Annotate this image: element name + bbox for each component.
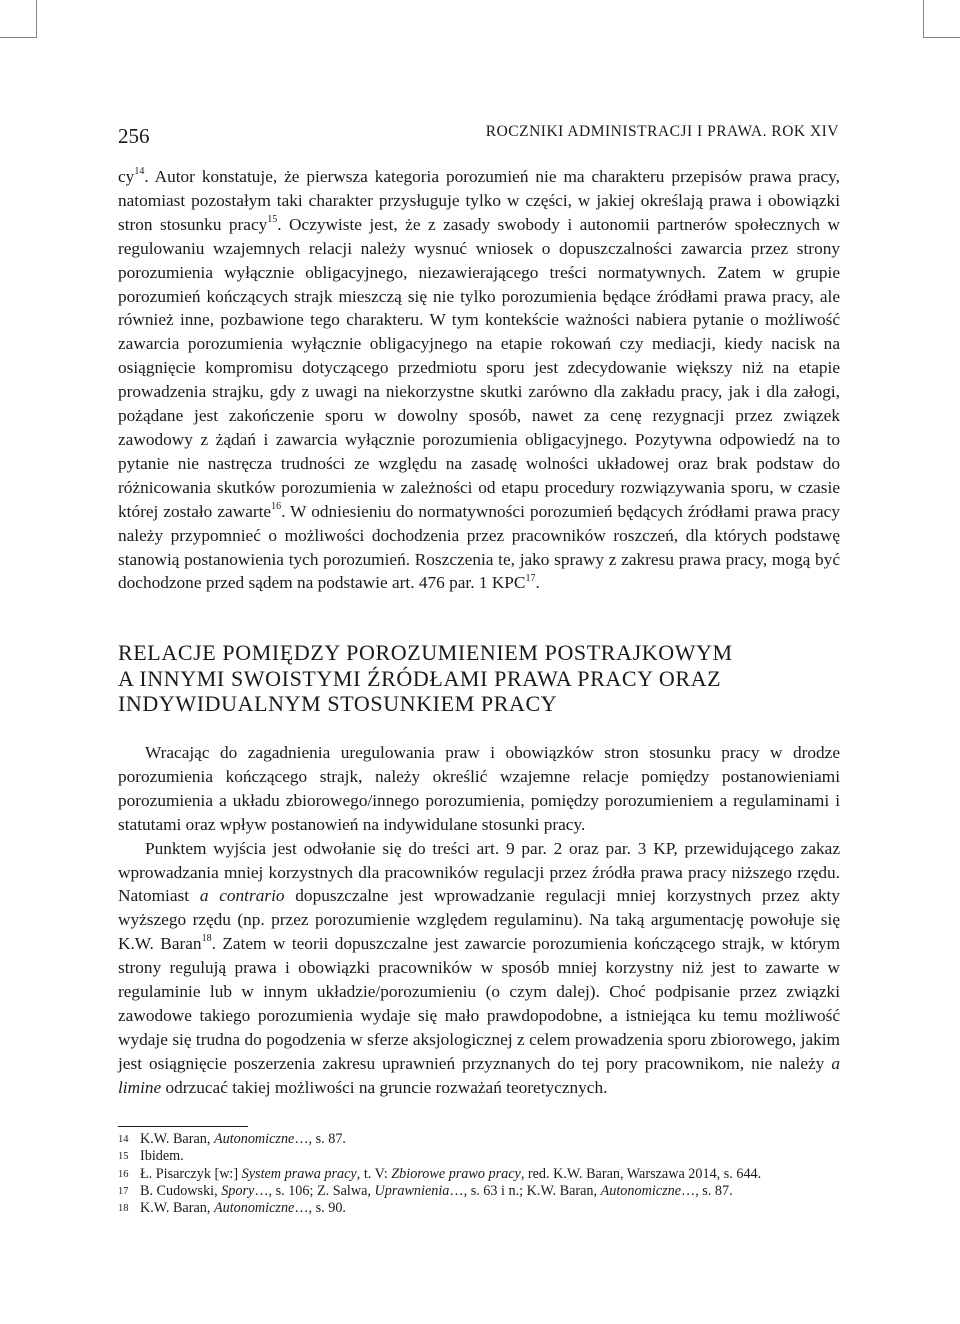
footnote-17: 17 B. Cudowski, Spory…, s. 106; Z. Salwa, Uprawnienia…, s. 63 i n.; K.W. Baran, Autonomiczne…, s. 87. — [118, 1182, 733, 1199]
footnote-number: 17 — [118, 1185, 129, 1197]
section-heading-line-2: A INNYMI SWOISTYMI ŹRÓDŁAMI PRAWA PRACY ORAZ — [118, 665, 722, 691]
footnote-14: 14 K.W. Baran, Autonomiczne…, s. 87. — [118, 1131, 346, 1147]
footnote-18: 18 K.W. Baran, Autonomiczne…, s. 90. — [118, 1200, 346, 1217]
paragraph-2: Punktem wyjścia jest odwołanie się do treści art. 9 par. 2 oraz par. 3 KP, przewidującego zakaz wprowadzania mniej korzystnych dla pracowników regulacji przez źródła prawa pracy niższego rzędu. Natomiast a contrario dopuszczalne jest wprowadzanie regulacji mniej korzystnych przez akty wyższego rzędu (np. przez porozumienie względem regulaminu). Na taką argumentację powołuje się K.W. Baran$^{18}$. Zatem w teorii dopuszczalne jest zawarcie porozumienia kończącego strajk, w którym strony regulują prawa i obowiązki pracowników w sposób mniej korzystny niż jest to zawarte w regulaminie lub w innym układzie/porozumieniu (o czym dalej). Choć podpisanie przez związki zawodowe takiego porozumienia wydaje się mało prawdopodobne, a istniejąca ku temu możliwość wydaje się trudna do pogodzenia w sferze aksjologicznej z celem prowadzenia sporu zbiorowego, jakim jest osiągnięcie poszerzenia zakresu uprawnień przyznanych do tej pory pracownikom, nie należy a limine odrzucać takiej możliwości na gruncie rozważań teoretycznych. — [118, 838, 840, 1097]
crop-mark-top-left-vertical — [36, 0, 37, 38]
running-head: ROCZNIKI ADMINISTRACJI I PRAWA. ROK XIV — [485, 123, 839, 140]
footnote-number: 14 — [118, 1134, 129, 1145]
latin-phrase: a limine — [118, 1053, 840, 1097]
footnote-ref-16[interactable]: 16 — [271, 500, 282, 512]
footnote-number: 15 — [118, 1151, 129, 1163]
footnote-16: 16 Ł. Pisarczyk [w:] System prawa pracy, t. V: Zbiorowe prawo pracy, red. K.W. Baran, Warszawa 2014, s. 644. — [118, 1165, 762, 1182]
footnote-ref-18[interactable]: 18 — [201, 933, 212, 945]
body-text-section — [118, 741, 840, 1100]
footnote-separator — [118, 1126, 248, 1127]
section-heading-line-1: RELACJE POMIĘDZY POROZUMIENIEM POSTRAJKOWYM — [118, 640, 733, 665]
section-heading-line-3: INDYWIDUALNYM STOSUNKIEM PRACY — [118, 691, 558, 716]
footnote-ref-15[interactable]: 15 — [267, 214, 278, 226]
latin-phrase: a contrario — [199, 886, 285, 906]
crop-mark-top-right-vertical — [923, 0, 924, 38]
footnote-ref-17[interactable]: 17 — [525, 572, 536, 584]
crop-mark-top-right-horizontal — [924, 37, 960, 38]
footnote-15: 15 Ibidem. — [118, 1148, 184, 1165]
paragraph-1: Wracając do zagadnienia uregulowania praw i obowiązków stron stosunku pracy w drodze porozumienia kończącego strajk, należy określić wzajemne relacje pomiędzy postanowieniami porozumienia a układu zbiorowego/innego porozumienia, pomiędzy porozumieniem a regulaminami i statutami oraz wpływ postanowień na indywidulane stosunki pracy. — [118, 743, 840, 834]
footnote-ref-14[interactable]: 14 — [134, 166, 145, 178]
page-number: 256 — [118, 124, 150, 148]
footnote-number: 16 — [118, 1168, 129, 1180]
section-heading — [118, 640, 840, 717]
footnote-number: 18 — [118, 1203, 129, 1215]
body-text-top — [118, 165, 840, 595]
paragraph-continued: $cy^{14}$. Autor konstatuje, że pierwsza kategoria porozumień nie ma charakteru przepisów prawa pracy, natomiast pozostałym taki charakter przysługuje tylko w części, w jakiej określają prawa i obowiązki stron stosunku pracy$^{15}$. Oczywiste jest, że z zasady swobody i autonomii partnerów społecznych w regulowaniu wzajemnych relacji należy wysnuć wniosek o dopuszczalności zawarcia przez strony porozumienia wyłącznie obligacyjnego, niezawierającego treści normatywnych. Zatem w grupie porozumień kończących strajk mieszczą się nie tylko porozumienia będące źródłami prawa pracy, ale również inne, pozbawione tego charakteru. W tym kontekście ważności nabiera pytanie o możliwość zawarcia porozumienia wyłącznie obligacyjnego na etapie rokowań czy mediacji, kiedy nacisk na osiągnięcie kompromisu dotyczącego przedmiotu sporu jest zdecydowanie większy niż na etapie prowadzenia strajku, gdy z uwagi na niekorzystne skutki zarówno dla zakładu pracy, jak i dla załogi, pożądane jest zakończenie sporu w dowolny sposób, nawet za cenę rezygnacji przez związek zawodowy z żądań i zawarcia wyłącznie porozumienia obligacyjnego. Pozytywna odpowiedź na to pytanie nie nastręcza trudności ze względu na zasadę wolności układowej oraz brak podstaw do różnicowania skutków porozumienia w zależności od etapu procedury rozwiązywania sporu, w czasie której zostało zawarte$^{16}$. W odniesieniu do normatywności porozumień będących źródłami prawa pracy należy przypomnieć o możliwości dochodzenia przez pracowników roszczeń, dla których podstawę stanowią postanowienia tych porozumień. Roszczenia te, jako sprawy z zakresu prawa pracy, mogą być dochodzone przed sądem na podstawie art. 476 par. 1 KPC$^{17}$. — [118, 166, 840, 593]
footnotes — [118, 1131, 840, 1217]
crop-mark-top-left-horizontal — [0, 37, 36, 38]
